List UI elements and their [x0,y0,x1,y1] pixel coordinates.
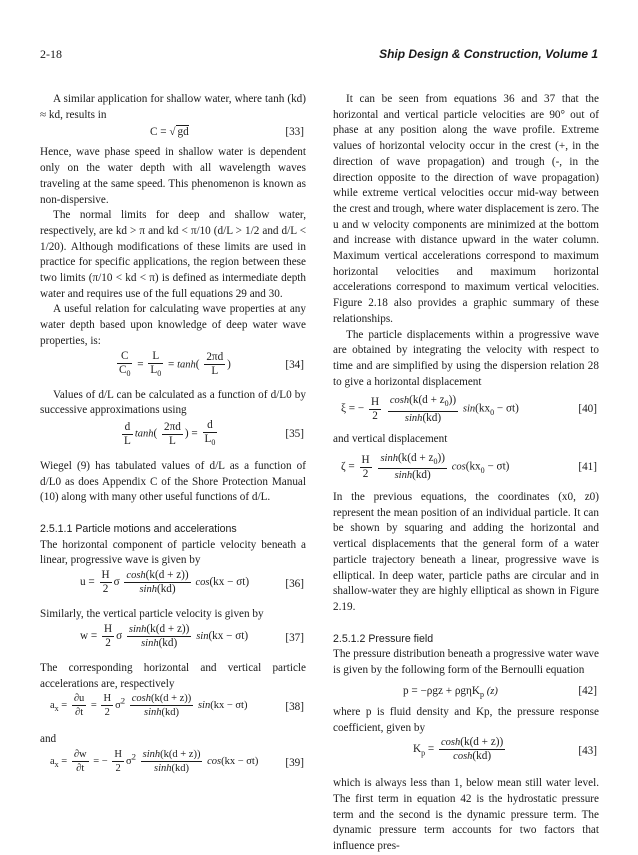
paragraph: A similar application for shallow water, where tanh (kd) ≈ kd, results in [40,93,306,121]
equation-36: u = $\frac{H}{2}$ σ $\frac{\cosh(k(d + z))}{\sinh(kd)}$ cos(kx − σt) [36] [80,569,304,596]
right-column [333,92,599,855]
equation-34: $\frac{C}{C_0}$ = $\frac{L}{L_0}$ = tanh( $\frac{2\pi d}{L}$ ) [34] [119,349,304,378]
paragraph: The normal limits for deep and shallow water, respectively, are kd > π and kd < π/10 (d/L > 1/2 and d/L < 1/20). Although modifications of these limits are used in practice for specific applications, the region between these two limits (π/10 < kd < π) is defined as intermediate depth water and requires use of the full equations 29 and 30. [40,209,306,300]
equation-33: C = √ gd [33] [150,126,304,139]
section-heading: 2.5.1.1 Particle motions and accelerations [40,523,237,536]
running-title: Ship Design & Construction, Volume 1 [379,47,598,61]
paragraph: The pressure distribution beneath a progressive water wave is given by the following form of the Bernoulli equation [333,648,599,677]
equation-41: ζ = $\frac{H}{2}$ $\frac{\sinh(k(d + z_0))}{\sinh(kd)}$ $\cos(kx_0 - \sigma t)$ [41] [341,452,597,482]
left-column [40,92,306,788]
paragraph: and [40,733,57,746]
section-heading: 2.5.1.2 Pressure field [333,632,434,645]
equation-43: $K_p$ = $\frac{\cosh(k(d + z))}{\cosh(kd)}$ [43] [413,736,597,763]
paragraph: Wiegel (9) has tabulated values of d/L as a function of d/L0 as does Appendix C of the Shore Protection Manual (10) along with many other useful functions of d/L. [40,459,306,504]
paragraph: In the previous equations, the coordinates (x0, z0) represent the mean position of an individual particle. It can be shown by squaring and adding the horizontal and vertical displacements that the general form of a water particle trajectory beneath a linear, progressive wave is elliptical. In deep water, particle paths are circular and in shallow-water they are highly elliptical as shown in Figure 2.19. [333,491,599,613]
equation-37: w = $\frac{H}{2}$ σ $\frac{\sinh(k(d + z))}{\sinh(kd)}$ sin(kx − σt) [37] [80,622,304,649]
paragraph: and vertical displacement [333,433,448,446]
paragraph: where p is fluid density and Kp, the pressure response coefficient, given by [333,705,599,734]
equation-38: $a_x$ = $\frac{\partial u}{\partial t}$ = $\frac{H}{2}$ $\sigma^2$ $\frac{\cosh(k(d + z))}{\sinh(kd)}$ sin(kx − σt) [38] [50,693,304,719]
equation-35: $\frac{d}{L}$ tanh( $\frac{2\pi d}{L}$ ) = $\frac{d}{L_0}$ [35] [124,418,304,448]
paragraph: Hence, wave phase speed in shallow water is dependent only on the water depth with all wavelength waves traveling at the same speed. This phenomenon is known as non-dispersive. [40,146,306,206]
paragraph: Similarly, the vertical particle velocity is given by [40,608,264,621]
page-number: 2-18 [40,47,62,61]
equation-42: p = −ρgz + ρgηK$_p$ (z) [42] [403,684,597,700]
paragraph: It can be seen from equations 36 and 37 that the horizontal and vertical particle velocities are 90° out of phase at any position along the wave profile. Extreme values of horizontal velocity occur in the crest (+, in the direction of wave propagation) and trough (-, in the direction opposite to the direction of wave propagation) while extreme vertical velocities occur mid-way between the crest and trough, where water displacement is zero. The u and w velocity components are minimized at the bottom and increase with distance upward in the water column. Maximum vertical accelerations correspond to maximum horizontal velocities and maximum horizontal accelerations correspond to maximum vertical velocities. Figure 2.18 also provides a graphic summary of these relationships. [333,93,600,325]
paragraph: The corresponding horizontal and vertical particle accelerations are, respectively [40,661,306,690]
equation-39: $a_x$ = $\frac{\partial w}{\partial t}$ = − $\frac{H}{2}$ $\sigma^2$ $\frac{\sinh(k(d + z))}{\sinh(kd)}$ cos(kx − σt) [39] [50,748,304,774]
paragraph: which is always less than 1, below mean still water level. The first term in equation 42 is the hydrostatic pressure term and the second is the dynamic pressure term. The dynamic pressure term accounts for two factors that influence pres- [333,777,599,853]
paragraph: Values of d/L can be calculated as a function of d/L0 by successive approximations using [40,388,306,417]
paragraph: The horizontal component of particle velocity beneath a linear, progressive wave is given by [40,538,306,567]
equation-40: ξ = − $\frac{H}{2}$ $\frac{\cosh(k(d + z_0))}{\sinh(kd)}$ $\sin(kx_0 - \sigma t)$ [40] [341,394,597,424]
paragraph: A useful relation for calculating wave properties at any water depth based upon knowledge of deep water wave properties, is: [40,303,306,347]
paragraph: The particle displacements within a progressive wave are obtained by integrating the velocity with respect to time and are simplified by using the dispersion relation 28 to give a horizontal displacement [333,328,599,388]
